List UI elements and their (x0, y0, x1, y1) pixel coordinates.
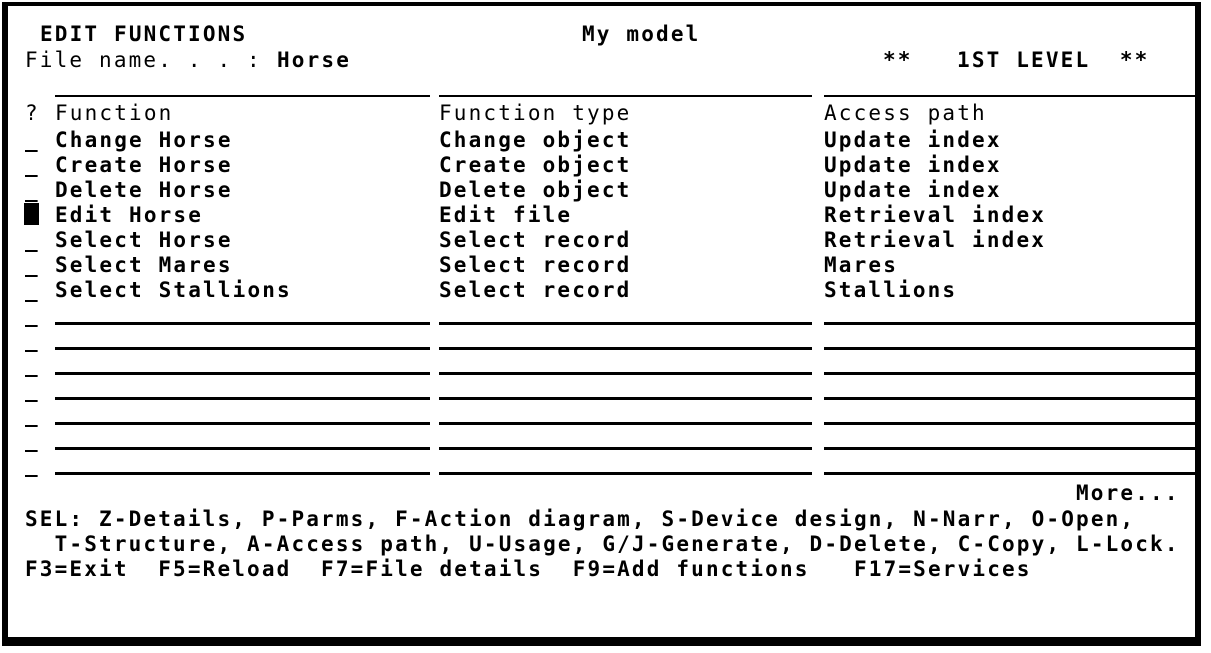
page-title: EDIT FUNCTIONS (40, 22, 248, 46)
access-path: Update index (824, 153, 1002, 177)
function-name-field[interactable] (55, 397, 430, 400)
function-name-field[interactable] (55, 447, 430, 450)
empty-entry-row (0, 328, 1211, 353)
access-path: Stallions (824, 278, 958, 302)
table-row (0, 203, 1211, 228)
function-type-field[interactable] (439, 447, 812, 450)
selection-field[interactable]: _ (25, 153, 40, 177)
selection-field[interactable]: _ (25, 228, 40, 252)
table-row (0, 228, 1211, 253)
access-path-field[interactable] (824, 472, 1195, 475)
function-name: Delete Horse (55, 178, 233, 202)
function-column-header: Function (55, 101, 174, 125)
empty-entry-row (0, 303, 1211, 328)
table-row (0, 128, 1211, 153)
function-type: Delete object (439, 178, 632, 202)
function-name: Create Horse (55, 153, 233, 177)
more-row (0, 481, 1211, 506)
sel-options-line-2: T-Structure, A-Access path, U-Usage, G/J-Generate, D-Delete, C-Copy, L-Lock. (25, 532, 1180, 556)
terminal-cursor (24, 203, 39, 225)
model-name: My model (582, 22, 701, 46)
table-row (0, 278, 1211, 303)
function-name: Select Stallions (55, 278, 292, 302)
empty-entry-row (0, 403, 1211, 428)
selection-field[interactable]: _ (25, 128, 40, 152)
function-name-field[interactable] (55, 422, 430, 425)
function-name: Select Horse (55, 228, 233, 252)
function-type-column-header: Function type (439, 101, 632, 125)
file-name-label: File name. . . : (25, 48, 262, 72)
selection-field[interactable]: _ (25, 453, 40, 477)
function-type-field[interactable] (439, 397, 812, 400)
function-type: Select record (439, 228, 632, 252)
function-name-field[interactable] (55, 472, 430, 475)
selection-field[interactable]: _ (25, 253, 40, 277)
access-path-field[interactable] (824, 422, 1195, 425)
selection-field[interactable]: _ (25, 328, 40, 352)
access-path-field[interactable] (824, 347, 1195, 350)
selection-field[interactable]: _ (25, 303, 40, 327)
empty-entry-row (0, 378, 1211, 403)
access-path: Update index (824, 178, 1002, 202)
function-type: Select record (439, 253, 632, 277)
access-path-column-rule (824, 95, 1195, 97)
function-type-column-rule (439, 95, 812, 97)
table-row (0, 253, 1211, 278)
function-name-field[interactable] (55, 322, 430, 325)
function-type-field[interactable] (439, 472, 812, 475)
function-column-rule (55, 95, 430, 97)
access-path: Update index (824, 128, 1002, 152)
title-row (0, 22, 1211, 47)
function-type-field[interactable] (439, 372, 812, 375)
function-type-field[interactable] (439, 422, 812, 425)
access-path-field[interactable] (824, 397, 1195, 400)
selection-field[interactable]: _ (25, 178, 40, 202)
function-type: Change object (439, 128, 632, 152)
empty-entry-row (0, 353, 1211, 378)
function-keys-line: F3=Exit F5=Reload F7=File details F9=Add functions F17=Services (25, 557, 1032, 581)
table-row (0, 153, 1211, 178)
function-name: Select Mares (55, 253, 233, 277)
more-indicator: More... (1076, 481, 1180, 505)
function-name-field[interactable] (55, 347, 430, 350)
function-type: Edit file (439, 203, 573, 227)
function-type-field[interactable] (439, 347, 812, 350)
access-path-field[interactable] (824, 447, 1195, 450)
sel-options-line-1: SEL: Z-Details, P-Parms, F-Action diagram, S-Device design, N-Narr, O-Open, (25, 507, 1136, 531)
function-name: Edit Horse (55, 203, 204, 227)
selection-field[interactable]: _ (25, 353, 40, 377)
column-header-row (0, 101, 1211, 126)
function-name: Change Horse (55, 128, 233, 152)
access-path-column-header: Access path (824, 101, 987, 125)
table-row (0, 178, 1211, 203)
selection-field[interactable]: _ (25, 378, 40, 402)
function-type: Create object (439, 153, 632, 177)
function-type-field[interactable] (439, 322, 812, 325)
function-name-field[interactable] (55, 372, 430, 375)
access-path-field[interactable] (824, 322, 1195, 325)
sel-column-header: ? (25, 101, 40, 125)
access-path: Retrieval index (824, 228, 1047, 252)
file-name-row (0, 48, 1211, 73)
function-type: Select record (439, 278, 632, 302)
selection-field[interactable]: _ (25, 428, 40, 452)
access-path: Mares (824, 253, 899, 277)
selection-field[interactable]: _ (25, 403, 40, 427)
access-path-field[interactable] (824, 372, 1195, 375)
level-indicator: ** 1ST LEVEL ** (883, 48, 1150, 72)
access-path: Retrieval index (824, 203, 1047, 227)
selection-field[interactable]: _ (25, 278, 40, 302)
file-name-value: Horse (277, 48, 352, 72)
empty-entry-row (0, 428, 1211, 453)
empty-entry-row (0, 453, 1211, 478)
